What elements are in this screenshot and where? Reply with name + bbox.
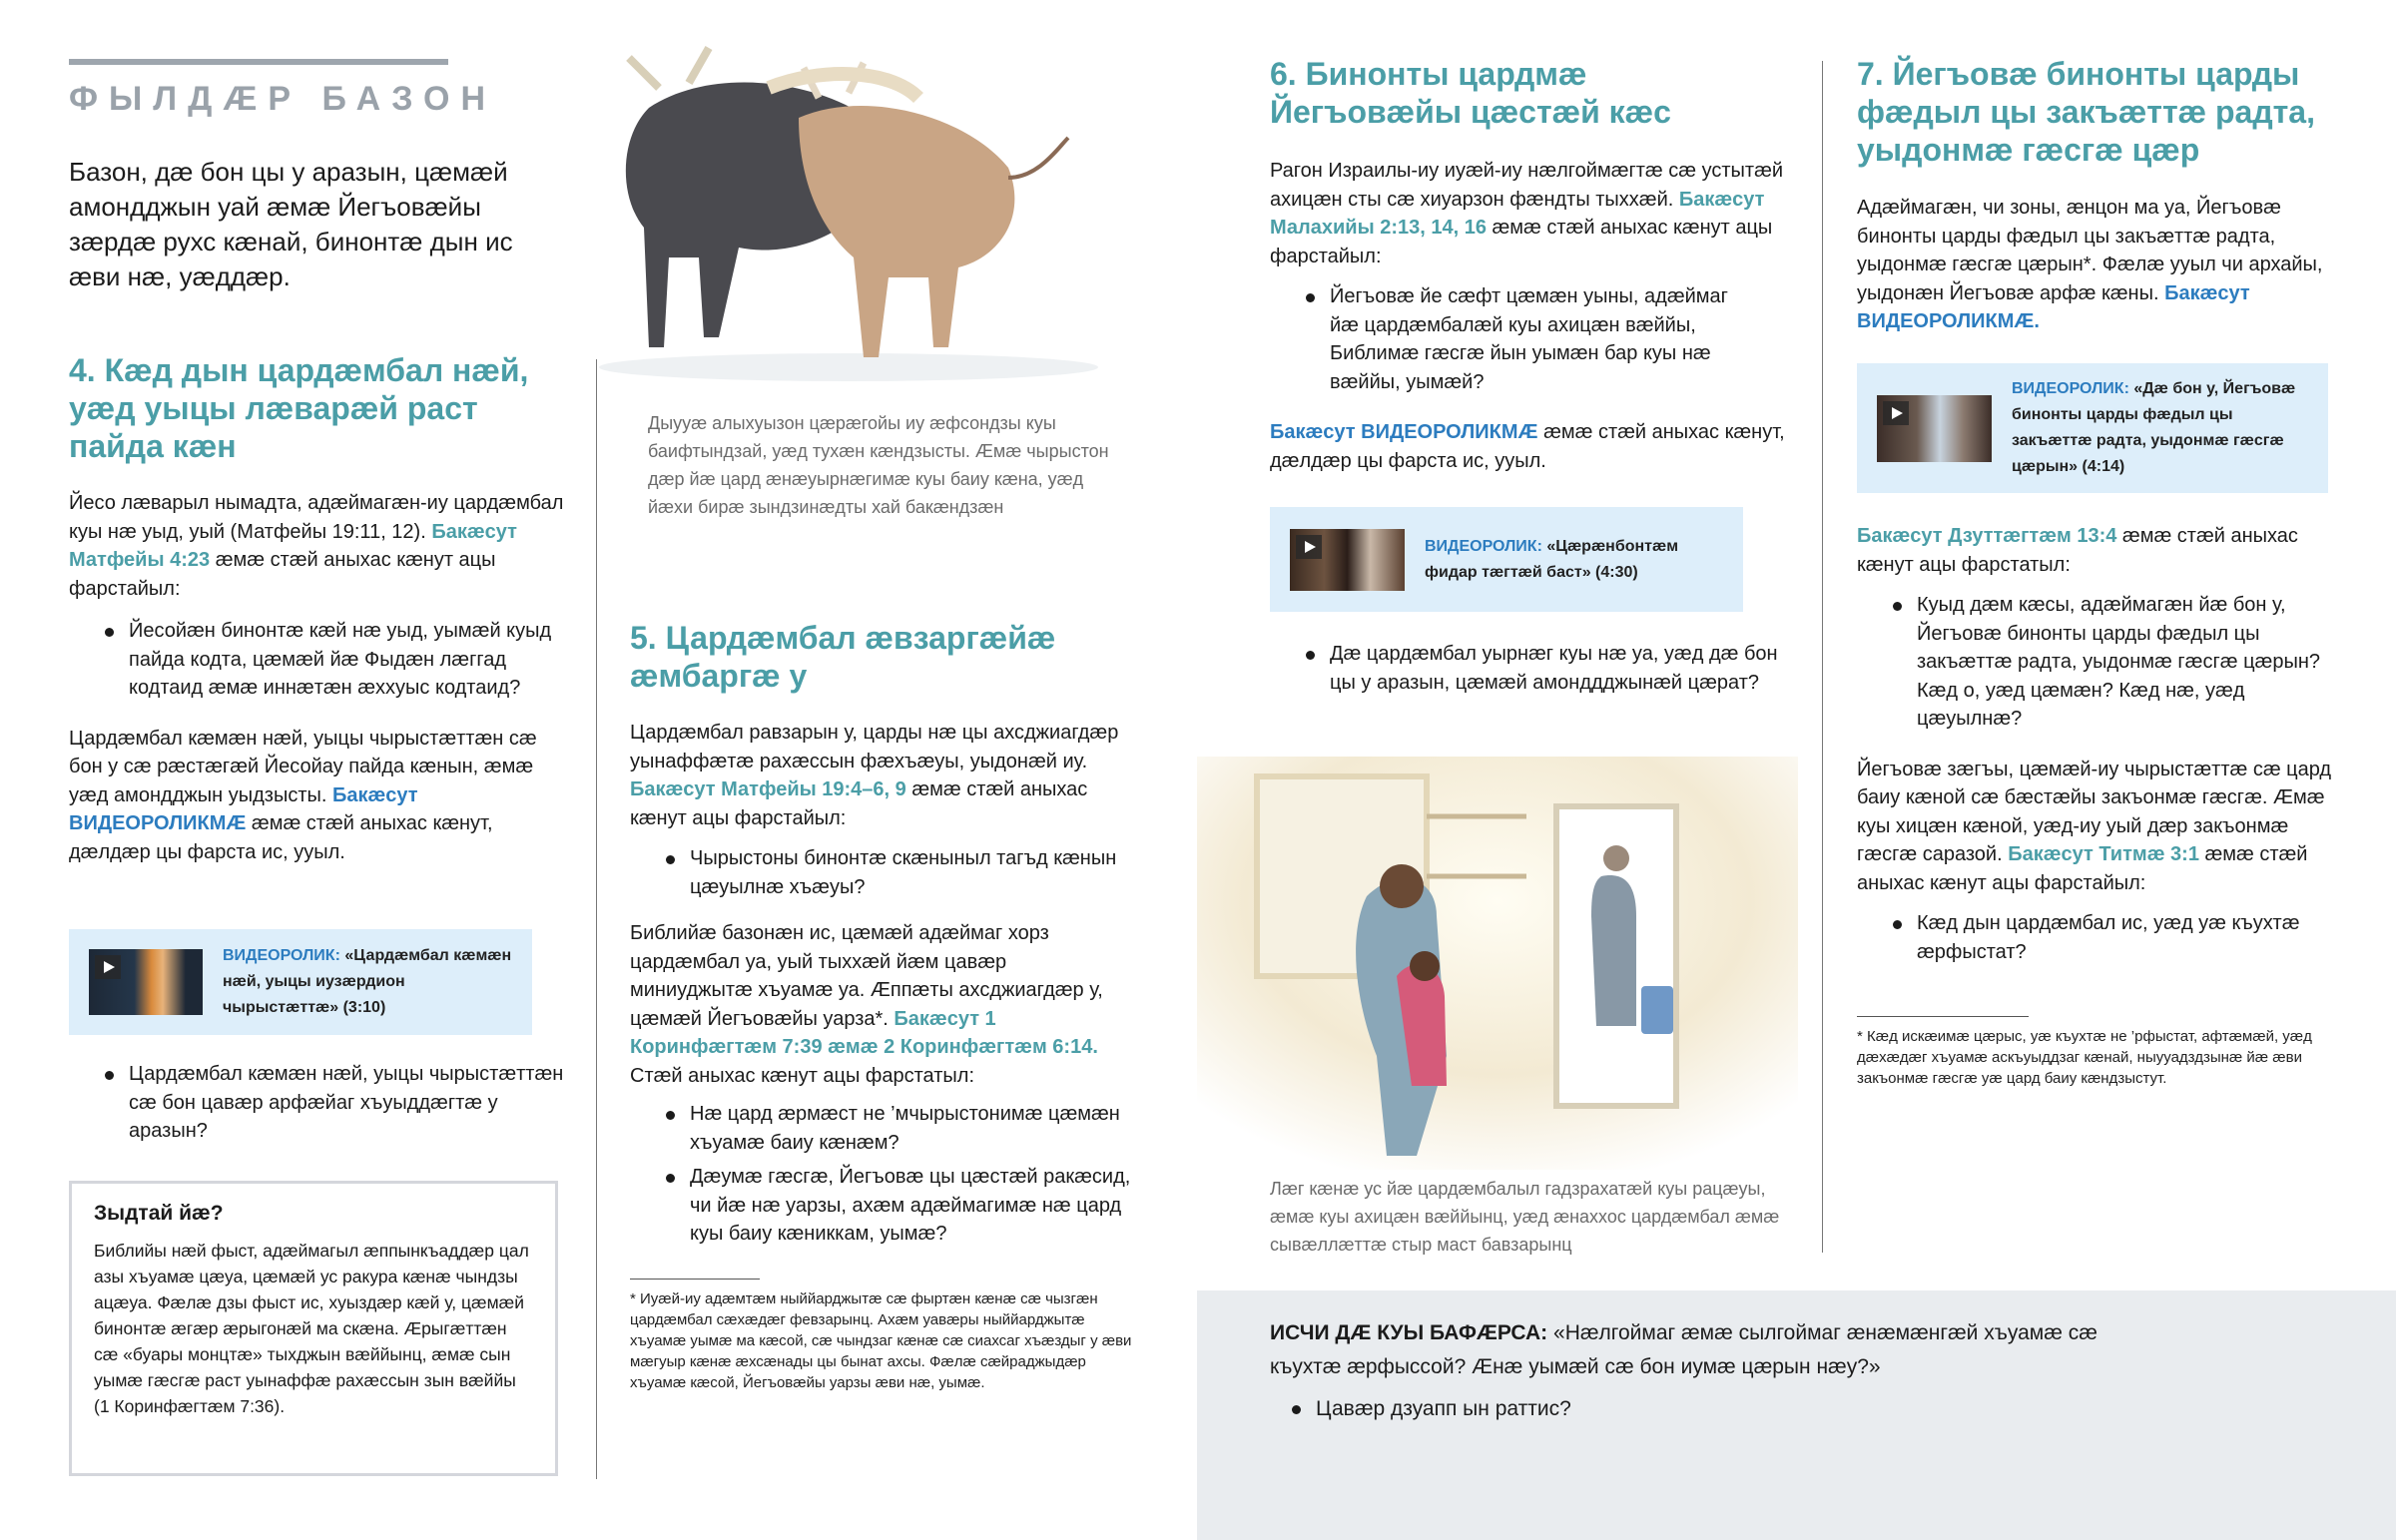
heading-slot [69, 351, 568, 489]
caption-slot [589, 409, 1138, 619]
heading-slot [589, 619, 1138, 719]
video-thumbnail[interactable] [89, 949, 203, 1015]
section-7-body-cont [1857, 522, 2336, 1016]
video-link[interactable]: Бакæсут ВИДЕОРОЛИКМÆ [1270, 421, 1538, 443]
video-thumbnail[interactable] [1290, 529, 1405, 591]
oxen-illustration [589, 28, 1108, 385]
box-text: Библийы нæй фыст, адæймагыл æппынкъаддæр цал азы хъуамæ цæуа, цæмæй ус ракура кæнæ чындзы ацæуа. Фæлæ дзы фыст ис, хуыздæр кæй у, цæмæй бинонтæ æгæр æрыгонæй ма скæна. Æрыгæттæн сæ «буары монцтæ» тыхджын вæййынц, æмæ сын уымæ гæсгæ раст уынаффæ рахæссын зын вæййы (1 Коринфæгтæм 7:36). [94, 1241, 529, 1416]
video-label: ВИДЕОРОЛИК: [1425, 537, 1542, 555]
section-5-body [589, 719, 1134, 1279]
section-7-body [1857, 194, 2336, 363]
column-3 [1197, 55, 1798, 1259]
video-card[interactable] [1270, 507, 1743, 612]
text: æмæ стæй аныхас кæнут ацы фарстайыл: [1270, 217, 1773, 267]
discussion-bullet: Кæд дын цардæмбал ис, уæд уæ къухтæ æрфыстат? [1917, 909, 2336, 966]
video-card[interactable] [69, 929, 532, 1035]
section-6-body [1197, 157, 1794, 507]
text: Адæймагæн, чи зоны, æнцон ма уа, Йегъовæ бинонты царды фæдыл цы закъæттæ радта, уыдонмæ гæсгæ цæрын*. Фæлæ ууыл чи архайы, уыдонæн Йегъовæ арфæ кæны. [1857, 197, 2323, 304]
discussion-bullet: Дæ цардæмбал уырнæг куы нæ уа, уæд дæ бон цы у аразын, цæмæй амонддджынæй цæрат? [1330, 640, 1789, 697]
video-title[interactable]: «Цæрæнбонтæм фидар тæгтæй баст» (4:30) [1425, 537, 1679, 581]
discussion-bullet: Куыд дæм кæсы, адæймагæн йæ бон у, Йегъовæ бинонты царды фæдыл цы закъæттæ радта, уыдонмæ гæсгæ цæрын? Кæд о, уæд цæмæн? Кæд нæ, уæд цæуылнæ? [1917, 591, 2336, 734]
box-title: Зыдтай йæ? [94, 1202, 224, 1225]
column-1 [69, 59, 568, 1476]
scripture-link[interactable]: Бакæсут Матфейы 19:4–6, 9 [630, 778, 906, 800]
paragraph [69, 489, 568, 603]
heading-slot [1857, 55, 2336, 194]
family-caption: Лæг кæнæ ус йæ цардæмбалыл гадзрахатæй куы рацæуы, æмæ куы ахицæн вæййынц, уæд æнаххос цардæмбал æмæ сывæллæттæ стыр маст бавзарынц [1270, 1179, 1780, 1255]
heading-7: 7. Йегъовæ бинонты царды фæдыл цы закъæттæ радта, уыдонмæ гæсгæ цæр [1857, 56, 2315, 168]
scripture-link[interactable]: Бакæсут 1 Коринфæгтæм 7:39 æмæ 2 Коринфæгтæм 6:14. [630, 1007, 1098, 1058]
discussion-bullet: Дæумæ гæсгæ, Йегъовæ цы цæстæй ракæсид, чи йæ нæ уарзы, ахæм адæймагимæ нæ цард куы баиу кæниккам, уымæ? [690, 1163, 1134, 1249]
question: «Нæлгоймаг æмæ сылгоймаг æнæмæнгæй хъуамæ сæ къухтæ æрфыссой? Æнæ уымæй сæ бон иумæ цæрын нæу?» [1270, 1321, 2097, 1378]
video-slot [1197, 507, 1798, 640]
family-illustration [1197, 757, 1798, 1170]
heading-6: 6. Бинонты цардмæ Йегъовæйы цæстæй кæс [1270, 56, 1671, 130]
scripture-link[interactable]: Бакæсут Титмæ 3:1 [2008, 843, 2199, 865]
discussion-list [69, 1060, 568, 1166]
text: Библийæ базонæн ис, цæмæй адæймаг хорз цардæмбал уа, уый тыххæй йæм цавæр миниуджытæ хъуамæ уа. Æппæты ахсджиагдæр у, цæмæй Йегъовæйы уарза*. [630, 922, 1103, 1030]
footnote: * Кæд искæимæ цæрыс, уæ къухтæ не ’рфыстат, афтæмæй, уæд дæхæдæг хъуамæ аскъуыддзаг кæнай, ныууадздзынæ йæ æви закъонмæ гæсгæ уæ цард баиу кæндзыстут. [1857, 1028, 2312, 1087]
discussion-list [1270, 1394, 1571, 1430]
text: Цардæмбал равзарын у, царды нæ цы ахсджиагдæр уынаффæтæ рахæссын фæхъæуы, уыдонæй иу. [630, 722, 1119, 772]
paragraph [630, 919, 1134, 1090]
video-title[interactable]: «Дæ бон у, Йегъовæ бинонты царды фæдыл цы закъæттæ радта, уыдонмæ гæсгæ цæрын» (4:14) [2012, 380, 2296, 475]
text: Стæй аныхас кæнут ацы фарстатыл: [630, 1064, 974, 1087]
video-caption [2012, 376, 2311, 480]
oxen-caption: Дыууæ алыхуызон цæрæгойы иу æфсондзы куы баифтындзай, уæд тухæн кæндзысты. Æмæ чырыстон дæр йæ цард æнæуырнæгимæ куы баиу кæна, уæд йæхи бирæ зындзинæдты хай бакæндзæн [648, 413, 1109, 517]
play-icon [1296, 535, 1322, 559]
discussion-bullet: Йесойæн бинонтæ кæй нæ уыд, уымæй куыд пайда кодта, цæмæй йæ Фыдæн лæггад кодтаид æмæ иннæтæн æххуыс кодтаид? [129, 617, 568, 703]
text: æмæ стæй аныхас кæнут, дæлдæр цы фарста ис, ууыл. [69, 812, 493, 863]
text: æмæ стæй аныхас кæнут ацы фарстатыл: [1857, 525, 2298, 576]
footnote: * Иуæй-иу адæмтæм ныййарджытæ сæ фыртæн кæнæ сæ чызгæн цардæмбал сæхæдæг февзарынц. Ахæм уавæры ныййарджытæ хъуамæ уымæ ма кæсой, сæ чындзаг кæнæ сæ сиахсаг хъæздыг у æви мæгуыр кæнæ æхсæнады цы бынат ахсы. Фæлæ сæйраджыдæр хъуамæ кæсой, Йегъовæйы уарзы æви нæ, уымæ. [630, 1290, 1132, 1391]
image-slot [1197, 757, 1798, 1175]
video-link[interactable]: Бакæсут ВИДЕОРОЛИКМÆ. [1857, 281, 2250, 332]
video-label: ВИДЕОРОЛИК: [2012, 380, 2129, 397]
paragraph [1270, 418, 1794, 489]
column-divider [1822, 61, 1823, 1253]
video-slot [1857, 363, 2336, 522]
scripture-link[interactable]: Бакæсут Матфейы 4:23 [69, 520, 517, 571]
scripture-link[interactable]: Бакæсут Малахийы 2:13, 14, 16 [1270, 188, 1765, 239]
discussion-bullet: Чырыстоны бинонтæ скæныныл тагъд кæнын цæуылнæ хъæуы? [690, 844, 1134, 901]
text: æмæ стæй аныхас кæнут ацы фарстайыл: [1857, 843, 2308, 894]
top-rule [69, 59, 448, 65]
text: Йегъовæ зæгъы, цæмæй-иу чырыстæттæ сæ цард баиу кæной сæ бæстæйы закъонмæ гæсгæ. Æмæ куы хицæн кæной, уæд-иу уый дæр закъонмæ гæсгæ саразой. [1857, 758, 2332, 865]
heading-5: 5. Цардæмбал æвзаргæйæ æмбаргæ у [630, 620, 1056, 694]
kicker-slot [69, 80, 568, 155]
intro-slot [69, 155, 568, 351]
discussion-bullet: Цавæр дзуапп ын раттис? [1316, 1394, 1571, 1424]
text: æмæ стæй аныхас кæнут ацы фарстайыл: [69, 549, 496, 600]
discussion-list [1270, 640, 1789, 711]
paragraph [1857, 194, 2336, 352]
paragraph [1270, 157, 1794, 270]
text: Йесо лæварыл нымадта, адæймагæн-иу цардæмбал куы нæ уыд, уый (Матфейы 19:11, 12). [69, 492, 564, 543]
video-card[interactable] [1857, 363, 2328, 493]
section-kicker: ФЫЛДÆР БАЗОН [69, 80, 497, 118]
paragraph [1857, 522, 2336, 579]
paragraph [630, 719, 1134, 832]
video-thumbnail[interactable] [1877, 395, 1992, 462]
video-caption [1425, 534, 1724, 586]
scripture-link[interactable]: Бакæсут Дзуттæгтæм 13:4 [1857, 525, 2117, 547]
bullet-slot [1197, 640, 1798, 757]
text: æмæ стæй аныхас кæнут ацы фарстайыл: [630, 778, 1088, 829]
footnote-rule [630, 1279, 760, 1280]
video-slot [69, 929, 568, 1060]
heading-4: 4. Кæд дын цардæмбал нæй, уæд уыцы лæварæй раст пайда кæн [69, 352, 529, 464]
question-label: ИСЧИ ДÆ КУЫ БАФÆРСА: [1270, 1321, 1548, 1344]
bullet-slot [69, 1060, 568, 1181]
heading-slot [1197, 55, 1798, 157]
column-4 [1857, 55, 2336, 1089]
discussion-bullet: Нæ цард æрмæст не ’мчырыстонимæ цæмæн хъуамæ баиу кæнæм? [690, 1100, 1134, 1157]
discussion-bullet: Цардæмбал кæмæн нæй, уыцы чырыстæттæн сæ бон цавæр арфæйаг хъуыддæгтæ у аразын? [129, 1060, 568, 1146]
question-text [1270, 1316, 2168, 1384]
play-icon [1883, 401, 1909, 425]
column-2 [589, 28, 1138, 1393]
video-title[interactable]: «Цардæмбал кæмæн нæй, уыцы иузæрдион чырыстæттæ» (3:10) [223, 947, 512, 1016]
text: Цардæмбал кæмæн нæй, уыцы чырыстæттæн сæ бон у сæ рæстæгæй Йесойау пайда кæнын, æмæ уæд амондджын уыдзысты. [69, 727, 537, 806]
play-icon [95, 955, 121, 979]
video-label: ВИДЕОРОЛИК: [223, 947, 340, 964]
paragraph [69, 725, 568, 883]
discussion-bullet: Йегъовæ йе сæфт цæмæн уыны, адæймаг йæ цардæмбалæй куы ахицæн вæййы, Библимæ гæсгæ йын уымæн бар куы нæ вæййы, уымæй? [1330, 282, 1754, 396]
oxen-slot [589, 28, 1138, 409]
someone-may-ask-box [1197, 1290, 2396, 1540]
paragraph [1857, 756, 2336, 898]
text: Рагон Израилы-иу иуæй-иу нæлгоймæгтæ сæ устытæй ахицæн сты сæ хиуарзон фæндты тыххæй. [1270, 160, 1784, 211]
intro-text: Базон, дæ бон цы у аразын, цæмæй амондджын уай æмæ Йегъовæйы зæрдæ рухс кæнай, бинонтæ дын ис æви нæ, уæддæр. [69, 157, 513, 291]
video-link[interactable]: Бакæсут ВИДЕОРОЛИКМÆ [69, 783, 418, 834]
footnote-rule [1857, 1016, 2029, 1017]
section-4-body [69, 489, 568, 929]
did-you-know-box [69, 1181, 558, 1476]
text: æмæ стæй аныхас кæнут, дæлдæр цы фарста ис, ууыл. [1270, 421, 1785, 472]
video-caption [223, 943, 512, 1021]
